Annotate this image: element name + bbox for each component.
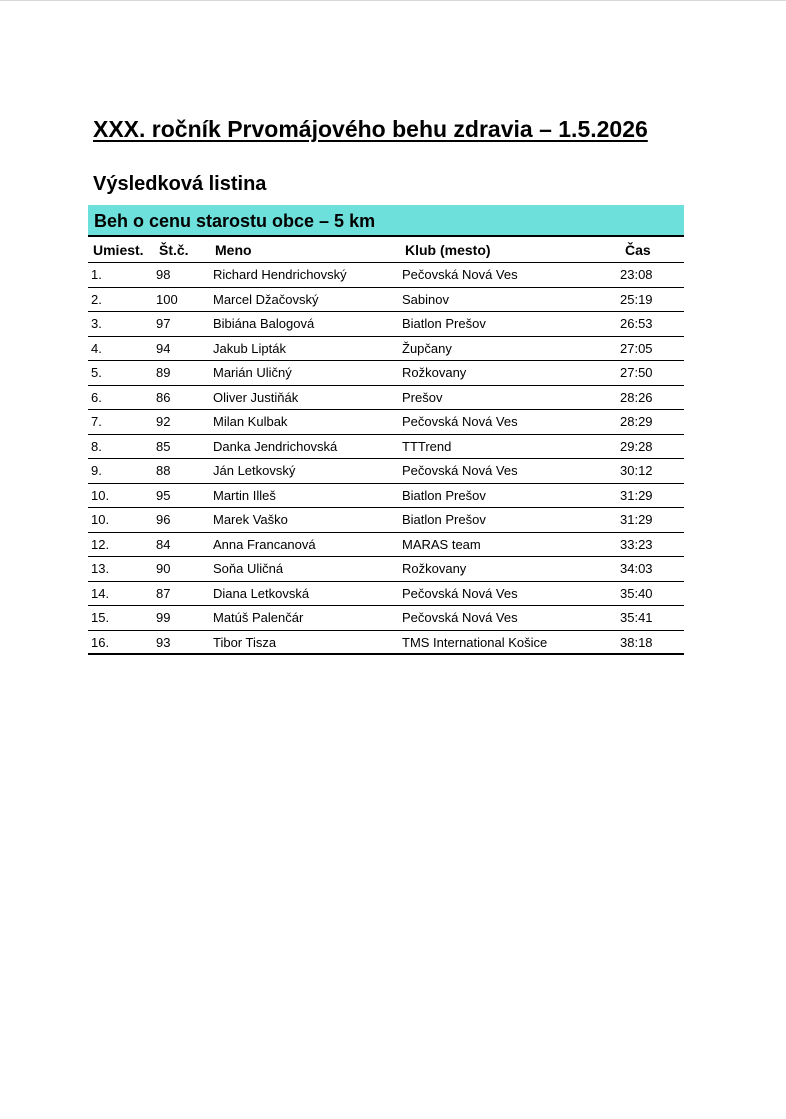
results-table: [88, 237, 684, 655]
result-rank: 2.: [91, 291, 102, 307]
table-row: [88, 606, 684, 631]
result-club: Rožkovany: [402, 365, 467, 380]
table-row: [88, 557, 684, 582]
result-rank: 10.: [91, 512, 110, 527]
category-label: Beh o cenu starostu obce – 5 km: [94, 211, 376, 231]
table-row: [88, 459, 684, 484]
result-time: 31:29: [620, 512, 653, 527]
table-row: [88, 435, 684, 460]
result-name: Bibiána Balogová: [213, 316, 315, 331]
result-club: Rožkovany: [402, 561, 467, 576]
result-name: Marek Vaško: [213, 512, 288, 527]
result-bib: 100: [156, 291, 178, 307]
result-name: Martin Illeš: [213, 487, 276, 503]
result-bib: 96: [156, 512, 171, 527]
result-club: Prešov: [402, 389, 443, 405]
result-club: TMS International Košice: [402, 634, 548, 650]
table-row: [88, 582, 684, 607]
result-bib: 97: [156, 316, 171, 331]
document-subtitle: Výsledková listina: [93, 173, 267, 195]
result-rank: 15.: [91, 610, 110, 625]
result-time: 23:08: [620, 267, 653, 282]
result-rank: 9.: [91, 463, 102, 478]
result-rank: 8.: [91, 438, 102, 454]
column-header-club: Klub (mesto): [405, 242, 491, 258]
table-row: [88, 533, 684, 558]
result-bib: 95: [156, 487, 171, 503]
result-name: Matúš Palenčár: [213, 610, 304, 625]
result-rank: 10.: [91, 487, 110, 503]
result-name: Richard Hendrichovský: [213, 267, 347, 282]
result-name: Milan Kulbak: [213, 414, 288, 429]
column-header-bib: Št.č.: [159, 242, 189, 258]
result-time: 34:03: [620, 561, 653, 576]
column-header-time: Čas: [625, 242, 651, 258]
result-time: 33:23: [620, 536, 653, 552]
page-edge: [0, 0, 786, 1]
result-bib: 84: [156, 536, 171, 552]
table-row: [88, 312, 684, 337]
result-time: 35:41: [620, 610, 653, 625]
result-name: Oliver Justiňák: [213, 389, 299, 405]
result-time: 31:29: [620, 487, 653, 503]
result-club: Biatlon Prešov: [402, 316, 486, 331]
result-club: Pečovská Nová Ves: [402, 463, 518, 478]
result-bib: 99: [156, 610, 171, 625]
result-time: 28:29: [620, 414, 653, 429]
result-bib: 93: [156, 634, 171, 650]
result-rank: 1.: [91, 267, 102, 282]
result-rank: 16.: [91, 634, 110, 650]
result-bib: 90: [156, 561, 171, 576]
table-header-row: [88, 237, 684, 263]
column-header-name: Meno: [215, 242, 252, 258]
document-title: XXX. ročník Prvomájového behu zdravia – 1.5.2026: [93, 116, 648, 142]
column-header-rank: Umiest.: [93, 242, 144, 258]
result-time: 29:28: [620, 438, 653, 454]
table-row: [88, 508, 684, 533]
result-bib: 88: [156, 463, 171, 478]
result-rank: 7.: [91, 414, 102, 429]
table-row: [88, 484, 684, 509]
result-club: Pečovská Nová Ves: [402, 267, 518, 282]
table-row: [88, 288, 684, 313]
table-row: [88, 361, 684, 386]
result-club: Pečovská Nová Ves: [402, 585, 518, 601]
result-name: Jakub Lipták: [213, 340, 286, 356]
result-name: Ján Letkovský: [213, 463, 296, 478]
result-time: 28:26: [620, 389, 653, 405]
result-club: Župčany: [402, 340, 452, 356]
result-name: Marcel Džačovský: [213, 291, 319, 307]
result-rank: 13.: [91, 561, 110, 576]
result-rank: 5.: [91, 365, 102, 380]
result-rank: 12.: [91, 536, 110, 552]
result-club: Pečovská Nová Ves: [402, 610, 518, 625]
result-club: Sabinov: [402, 291, 449, 307]
table-row: [88, 263, 684, 288]
table-row: [88, 386, 684, 411]
result-time: 26:53: [620, 316, 653, 331]
table-row: [88, 337, 684, 362]
result-time: 25:19: [620, 291, 653, 307]
result-bib: 85: [156, 438, 171, 454]
result-name: Danka Jendrichovská: [213, 438, 338, 454]
result-rank: 4.: [91, 340, 102, 356]
result-club: Biatlon Prešov: [402, 487, 486, 503]
result-club: Pečovská Nová Ves: [402, 414, 518, 429]
result-bib: 87: [156, 585, 171, 601]
result-rank: 14.: [91, 585, 110, 601]
result-club: MARAS team: [402, 536, 481, 552]
result-club: Biatlon Prešov: [402, 512, 486, 527]
result-time: 38:18: [620, 634, 653, 650]
result-club: TTTrend: [402, 438, 452, 454]
result-rank: 6.: [91, 389, 102, 405]
result-name: Tibor Tisza: [213, 634, 277, 650]
result-bib: 94: [156, 340, 171, 356]
table-row: [88, 631, 684, 656]
result-name: Marián Uličný: [213, 365, 292, 380]
result-bib: 98: [156, 267, 171, 282]
result-name: Soňa Uličná: [213, 561, 284, 576]
result-bib: 86: [156, 389, 171, 405]
result-name: Diana Letkovská: [213, 585, 310, 601]
result-time: 27:05: [620, 340, 653, 356]
result-bib: 89: [156, 365, 171, 380]
table-row: [88, 410, 684, 435]
result-rank: 3.: [91, 316, 102, 331]
result-name: Anna Francanová: [213, 536, 316, 552]
category-header: [88, 205, 684, 237]
result-time: 35:40: [620, 585, 653, 601]
result-time: 27:50: [620, 365, 653, 380]
result-time: 30:12: [620, 463, 653, 478]
result-bib: 92: [156, 414, 171, 429]
